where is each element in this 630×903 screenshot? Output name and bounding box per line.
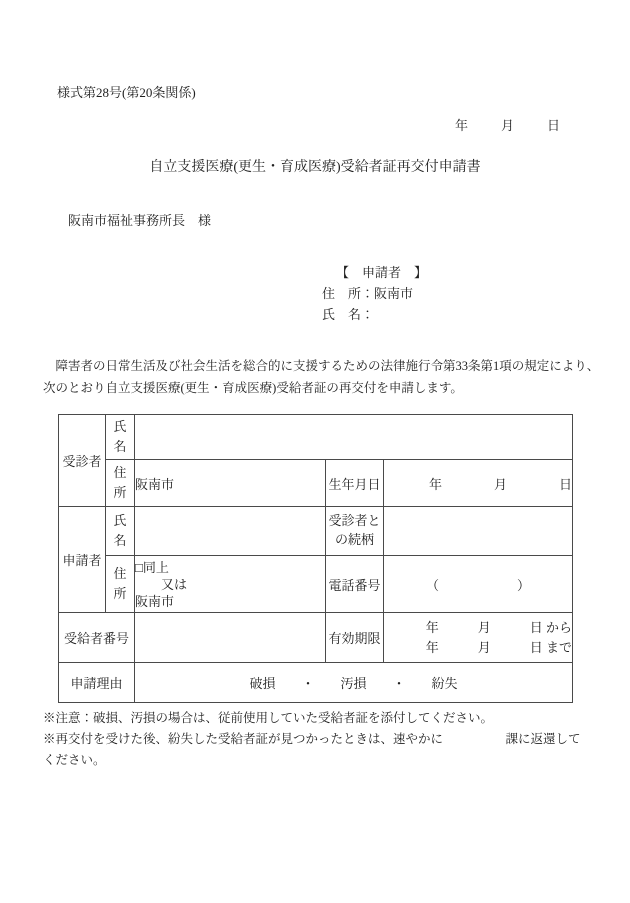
addressee-honorific: 様 [198,213,212,228]
note-line-3: ください。 [43,753,106,767]
recipient-address-row [59,460,573,507]
applicant-name-field [135,507,326,556]
recipient-address-label-cell: 住所 [106,460,135,507]
or-label: 又は [161,576,188,592]
recipient-name-label-cell: 氏名 [106,415,135,460]
body-line-2: 次のとおり自立支援医療(更生・育成医療)受給者証の再交付を申請します。 [43,381,463,395]
addressee-name: 阪南市福祉事務所長 [68,213,186,228]
validity-from: 年 月 日 から [425,619,572,635]
applicant-heading: 【 申請者 】 [336,265,428,280]
reason-label: 申請理由 [59,663,135,703]
validity-to: 年 月 日 まで [425,639,572,655]
note-line-2: ※再交付を受けた後、紛失した受給者証が見つかったときは、速やかに 課に返還して [43,732,581,746]
applicant-row-label: 申請者 [59,507,106,613]
applicant-address-line [322,283,427,304]
recipient-row-label: 受診者 [59,415,106,507]
applicant-block [322,262,427,325]
certificate-number-row [59,613,573,663]
certificate-number-field [135,613,326,663]
document-title: 自立支援医療(更生・育成医療)受給者証再交付申請書 [149,160,481,175]
phone-label: 電話番号 [326,556,384,613]
colon: ： [361,286,375,301]
recipient-name-row [59,415,573,460]
note-line-1: ※注意：破損、汚損の場合は、従前使用していた受給者証を添付してください。 [43,711,494,725]
applicant-address-value: 阪南市 [374,286,414,301]
date-line [455,115,560,134]
date-month-label: 月 [500,118,514,133]
validity-label: 有効期限 [326,613,384,663]
application-table [58,414,573,703]
addressee-line [68,210,211,229]
applicant-name-line [322,304,427,325]
body-line-1: 障害者の日常生活及び社会生活を総合的に支援するための法律施行令第33条第1項の規定により、 [43,359,600,373]
birthdate-label: 生年月日 [326,460,384,507]
applicant-address-label-cell: 住所 [106,556,135,613]
footnotes [43,708,581,771]
same-as-above-option [135,559,325,576]
applicant-address-row [59,556,573,613]
applicant-address-label: 住 所 [322,286,362,301]
applicant-name-label: 氏 名 [322,307,362,322]
applicant-address-field [135,556,326,613]
relation-label: 受診者との続柄 [326,507,384,556]
relation-field [384,507,573,556]
date-day-label: 日 [546,118,560,133]
birthdate-field: 年 月 日 [384,460,573,507]
applicant-city-label: 阪南市 [135,593,175,609]
colon: ： [361,307,375,322]
applicant-name-row [59,507,573,556]
recipient-name-field [135,415,573,460]
body-paragraph [43,355,599,399]
certificate-number-label: 受給者番号 [59,613,135,663]
phone-field: （ ） [384,556,573,613]
checkbox-icon: □ [135,559,143,575]
applicant-name-label-cell: 氏名 [106,507,135,556]
same-as-above-label: 同上 [142,559,169,575]
recipient-address-field: 阪南市 [135,460,326,507]
validity-field [384,613,573,663]
reason-row [59,663,573,703]
form-number: 様式第28号(第20条関係) [57,85,196,100]
reason-options: 破損 ・ 汚損 ・ 紛失 [135,663,573,703]
date-year-label: 年 [454,118,468,133]
